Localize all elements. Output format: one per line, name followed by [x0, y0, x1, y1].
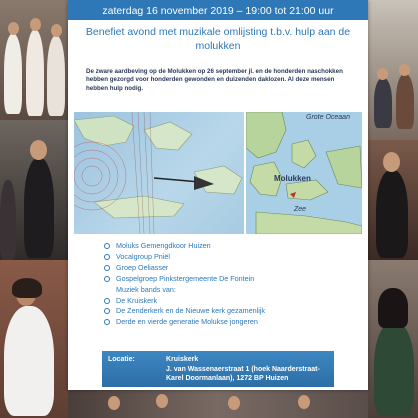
date-time-banner: zaterdag 16 november 2019 – 19:00 tot 21:00 uur [68, 0, 368, 20]
list-item: Derde en vierde generatie Molukse jongeren [104, 317, 359, 328]
location-box [102, 351, 334, 387]
location-venue: Kruiskerk [166, 356, 199, 363]
location-label: Locatie: [108, 356, 135, 363]
event-title-line-1: Benefiet avond met muzikale omlijsting t.b.v. hulp aan de [85, 26, 351, 38]
photo-woman-microphone [0, 260, 68, 418]
maps [74, 112, 362, 234]
photo-singer-right [368, 140, 418, 260]
location-address [166, 355, 330, 384]
moluccas-map-graphic [246, 112, 362, 234]
bullet-icon [104, 276, 110, 282]
photo-choir [0, 0, 68, 120]
map-label-sea: Zee [294, 206, 307, 213]
bullet-icon [104, 265, 110, 271]
event-poster [68, 0, 368, 390]
list-item: Vocalgroup Pniël [104, 252, 359, 263]
bands-heading: Muziek bands van: [116, 284, 176, 294]
event-title [78, 25, 358, 53]
bullet-icon [104, 319, 110, 325]
list-item: Groep Oeliasser [104, 263, 359, 274]
performer-list [104, 241, 359, 328]
earthquake-map-graphic [74, 112, 244, 234]
photo-woman-green [368, 260, 418, 418]
list-item: Moluks Gemengdkoor Huizen [104, 241, 359, 252]
photo-congregation [368, 0, 418, 140]
moluccas-map [246, 112, 362, 234]
bullet-icon [104, 254, 110, 260]
list-item: De Kruiskerk [104, 296, 359, 307]
bullet-icon [104, 243, 110, 249]
list-item: De Zenderkerk en de Nieuwe kerk gezamenlijk [104, 306, 359, 317]
photo-audience [68, 390, 368, 418]
list-item: Gospelgroep Pinkstergemeente De Fontein [104, 274, 359, 285]
event-title-line-2: molukken [195, 40, 241, 52]
map-label-region: Molukken [274, 174, 311, 183]
bullet-icon [104, 298, 110, 304]
intro-text: De zware aardbeving op de Molukken op 26 september jl. en de honderden naschokken hebben gezorgd voor honderden gewonden en duizenden daklozen. Al deze mensen hebben hulp nodig. [86, 68, 343, 92]
map-label-ocean: Grote Oceaan [306, 114, 350, 121]
location-city: Karel Doormanlaan), 1272 BP Huizen [166, 375, 289, 382]
location-street: J. van Wassenaerstraat 1 (hoek Naarderstraat- [166, 365, 320, 373]
bullet-icon [104, 308, 110, 314]
earthquake-map [74, 112, 244, 234]
photo-singer-left [0, 120, 68, 260]
